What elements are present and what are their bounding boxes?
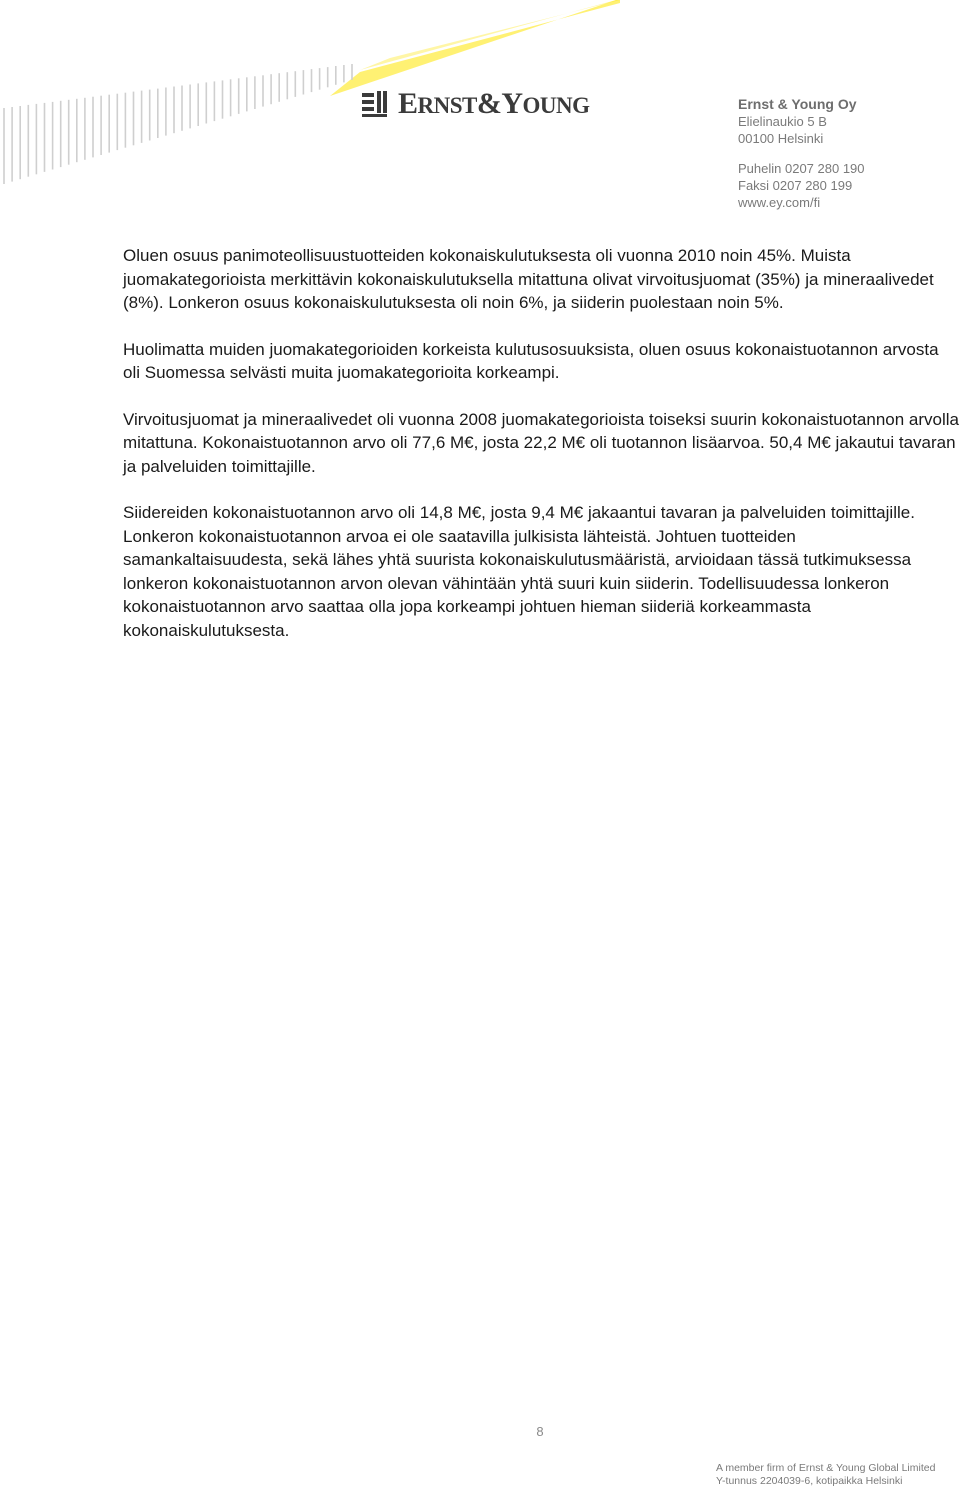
- company-name: Ernst & Young Oy: [738, 96, 857, 112]
- paragraph-3: Virvoitusjuomat ja mineraalivedet oli vuonna 2008 juomakategorioista toiseksi suurin kokonaistuotannon arvolla mitattuna. Kokonaistuotannon arvo oli 77,6 M€, josta 22,2 M€ oli tuotannon lisäarvoa. 50,4 M€ jakautui tavaran ja palveluiden toimittajille.: [123, 409, 960, 476]
- logo-wordmark: ERNST&YOUNG: [398, 87, 590, 120]
- paragraph-1: Oluen osuus panimoteollisuustuotteiden kokonaiskulutuksesta oli vuonna 2010 noin 45%. Muista juomakategorioista merkittävin kokonaiskulutuksella mitattuna olivat virvoitusjuomat (35%) ja mineraalivedet (8%). Lonkeron osuus kokonaiskulutuksesta oli noin 6%, ja siiderin puolestaan noin 5%.: [123, 246, 934, 312]
- footer-registration-line: Y-tunnus 2204039-6, kotipaikka Helsinki: [716, 1475, 903, 1487]
- street-address: Elielinaukio 5 B: [738, 114, 827, 129]
- body-text: [123, 244, 959, 665]
- address-spacer: [738, 147, 865, 160]
- footer: [716, 1462, 935, 1488]
- paragraph-2: Huolimatta muiden juomakategorioiden korkeista kulutusosuuksista, oluen osuus kokonaistuotannon arvosta oli Suomessa selvästi muita juomakategorioita korkeampi.: [123, 339, 939, 382]
- ernst-young-logo: [362, 86, 590, 122]
- company-address-block: [738, 96, 865, 211]
- phone-number: Puhelin 0207 280 190: [738, 161, 865, 176]
- postal-address: 00100 Helsinki: [738, 131, 824, 146]
- yellow-beam: [330, 0, 620, 96]
- page-number: 8: [536, 1424, 544, 1439]
- logo-bars-icon: [362, 89, 392, 119]
- footer-member-line: A member firm of Ernst & Young Global Limited: [716, 1462, 936, 1474]
- fax-number: Faksi 0207 280 199: [738, 178, 853, 193]
- website-link[interactable]: www.ey.com/fi: [738, 195, 821, 210]
- yellow-beam-inner: [360, 0, 620, 70]
- paragraph-4: Siidereiden kokonaistuotannon arvo oli 14,8 M€, josta 9,4 M€ jakaantui tavaran ja palveluiden toimittajille. Lonkeron kokonaistuotannon arvoa ei ole saatavilla julkisista lähteistä. Johtuen tuotteiden samankaltaisuudesta, sekä lähes yhtä suurista kokonaiskulutusmääristä, arvioidaan tässä tutkimuksessa lonkeron kokonaistuotannon arvon olevan vähintään yhtä suuri kuin siiderin. Todellisuudessa lonkeron kokonaistuotannon arvo saattaa olla jopa korkeampi johtuen hieman siideriä korkeammasta kokonaiskulutuksesta.: [123, 503, 915, 640]
- vertical-stripes: [4, 64, 352, 184]
